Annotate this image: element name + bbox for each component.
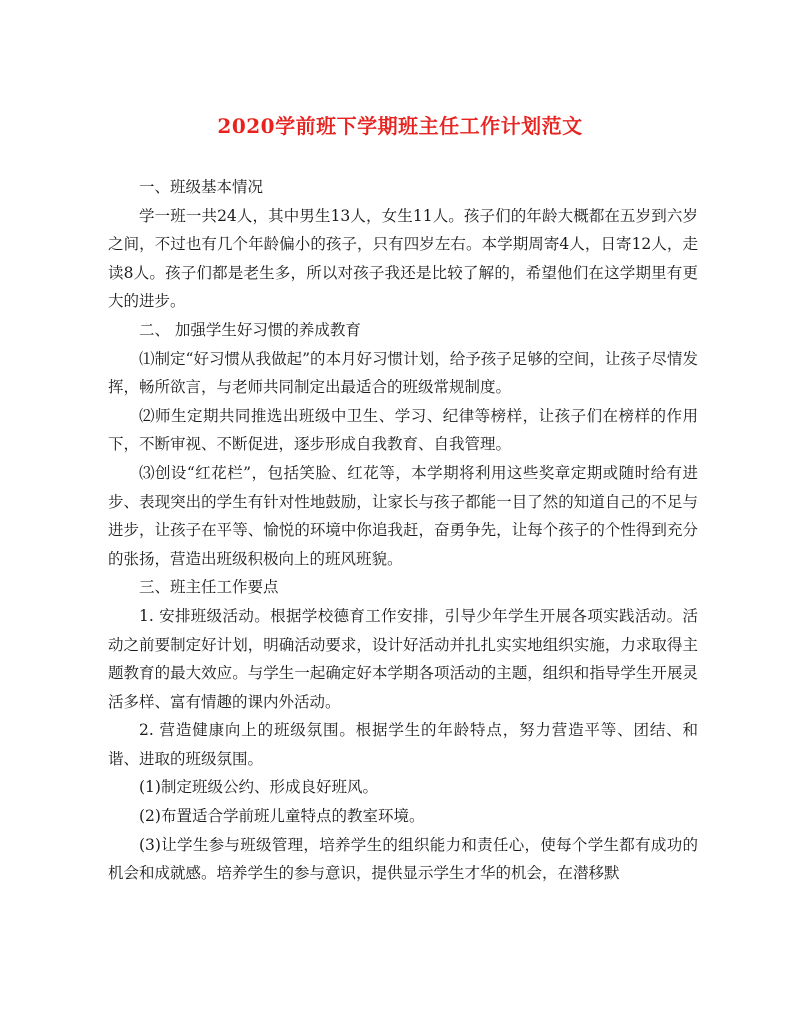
paragraph: (3)让学生参与班级管理，培养学生的组织能力和责任心，使每个学生都有成功的机会和成就感。培养学生的参与意识，提供显示学生才华的机会，在潜移默 — [108, 835, 698, 883]
paragraph: ⑵师生定期共同推选出班级中卫生、学习、纪律等榜样，让孩子们在榜样的作用下，不断审视、不断促进，逐步形成自我教育、自我管理。 — [108, 406, 698, 454]
paragraph: ⑴制定“好习惯从我做起”的本月好习惯计划，给予孩子足够的空间，让孩子尽情发挥，畅所欲言，与老师共同制定出最适合的班级常规制度。 — [108, 349, 698, 397]
section-heading-2: 二、 加强学生好习惯的养成教育 — [139, 320, 361, 339]
section-heading-1: 一、班级基本情况 — [139, 178, 264, 196]
paragraph: 1. 安排班级活动。根据学校德育工作安排，引导少年学生开展各项实践活动。活动之前要制定好计划，明确活动要求，设计好活动并扎扎实实地组织实施，力求取得主题教育的最大效应。与学生一起确定好本学期各项活动的主题，组织和指导学生开展灵活多样、富有情趣的课内外活动。 — [108, 606, 698, 711]
paragraph: 学一班一共24人，其中男生13人，女生11人。孩子们的年龄大概都在五岁到六岁之间，不过也有几个年龄偏小的孩子，只有四岁左右。本学期周寄4人，日寄12人，走读8人。孩子们都是老生多，所以对孩子我还是比较了解的，希望他们在这学期里有更大的进步。 — [108, 206, 698, 311]
paragraph: 2. 营造健康向上的班级氛围。根据学生的年龄特点，努力营造平等、团结、和谐、进取的班级氛围。 — [108, 721, 698, 768]
paragraph: (1)制定班级公约、形成良好班风。 — [139, 778, 378, 797]
section-heading-3: 三、班主任工作要点 — [139, 578, 279, 597]
document-title: 2020学前班下学期班主任工作计划范文 — [217, 114, 583, 138]
document-body — [108, 173, 698, 888]
paragraph: (2)布置适合学前班儿童特点的教室环境。 — [139, 807, 425, 826]
paragraph: ⑶创设“红花栏”，包括笑脸、红花等，本学期将利用这些奖章定期或随时给有进步、表现突出的学生有针对性地鼓励，让家长与孩子都能一目了然的知道自己的不足与进步，让孩子在平等、愉悦的环境中你追我赶，奋勇争先，让每个孩子的个性得到充分的张扬，营造出班级积极向上的班风班貌。 — [108, 463, 698, 568]
